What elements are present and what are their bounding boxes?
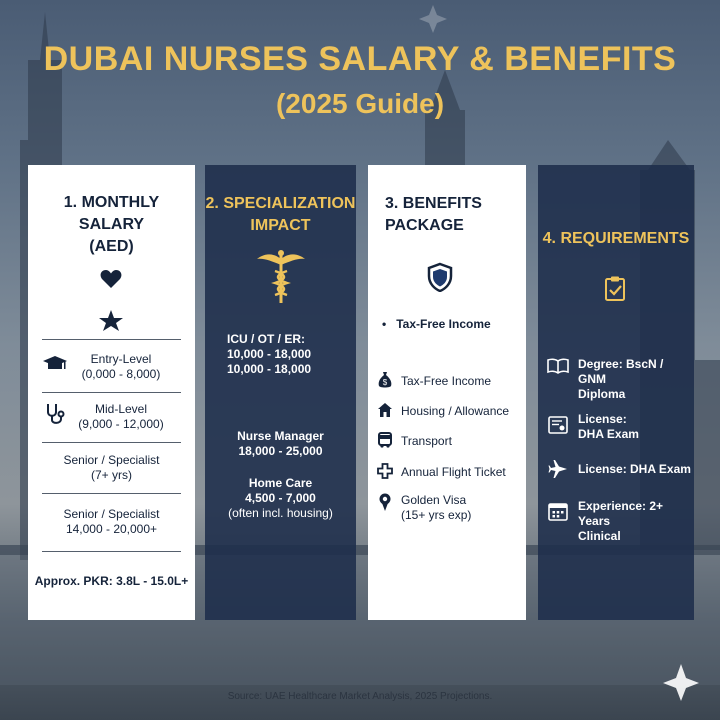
- requirement-item: Degree: BscN / GNM Diploma: [578, 357, 664, 401]
- requirement-item: License: DHA Exam: [578, 412, 639, 441]
- homecare-block: Home Care 4,500 - 7,000 (often incl. housing): [228, 476, 333, 520]
- source-note: Source: UAE Healthcare Market Analysis, 2025 Projections.: [227, 691, 493, 702]
- certificate-icon: [548, 416, 568, 434]
- benefit-item: Housing / Allowance: [401, 404, 510, 418]
- caduceus-icon: [256, 249, 306, 305]
- svg-text:$: $: [382, 378, 388, 387]
- star-icon: [98, 309, 124, 331]
- divider: [42, 493, 181, 494]
- bus-icon: [377, 432, 393, 448]
- requirements-panel: [538, 165, 694, 620]
- page-title: DUBAI NURSES SALARY & BENEFITS: [43, 40, 677, 78]
- calendar-icon: [548, 501, 568, 521]
- salary-row-senior: Senior / Specialist (7+ yrs): [63, 453, 160, 482]
- medal-icon: [378, 492, 392, 512]
- divider: [42, 442, 181, 443]
- benefit-item: Transport: [401, 434, 452, 448]
- airplane-icon: [548, 459, 568, 479]
- manager-block: Nurse Manager 18,000 - 25,000: [237, 429, 324, 458]
- sparkle-decoration: [419, 5, 447, 33]
- requirements-heading: 4. REQUIREMENTS: [542, 230, 690, 247]
- salary-row-mid: Mid-Level (9,000 - 12,000): [78, 402, 164, 431]
- heart-icon: [100, 269, 122, 289]
- benefit-item-golden-visa: Golden Visa (15+ yrs exp): [401, 493, 472, 522]
- salary-pkr-footer: Approx. PKR: 3.8L - 15.0L+: [34, 574, 189, 588]
- graduation-cap-icon: [42, 355, 68, 373]
- benefit-item: Tax-Free Income: [401, 374, 492, 388]
- specialization-panel: [205, 165, 356, 620]
- shield-icon: [427, 262, 453, 292]
- stethoscope-icon: [44, 402, 66, 426]
- salary-heading: 1. MONTHLY SALARY (AED): [63, 194, 160, 255]
- requirement-item: Experience: 2+ Years Clinical: [578, 499, 664, 543]
- divider: [42, 392, 181, 393]
- benefit-item: Annual Flight Ticket: [401, 465, 506, 479]
- salary-row-specialist: Senior / Specialist 14,000 - 20,000+: [63, 507, 160, 536]
- salary-row-entry: Entry-Level (0,000 - 8,000): [81, 352, 161, 381]
- benefits-bullet: • Tax-Free Income: [382, 317, 491, 331]
- salary-panel: [28, 165, 195, 620]
- icu-block: ICU / OT / ER: 10,000 - 18,000 10,000 - 18,000: [227, 332, 312, 376]
- money-bag-icon: [378, 371, 392, 389]
- house-icon: [377, 402, 393, 418]
- page-subtitle: (2025 Guide): [275, 88, 445, 119]
- clipboard-check-icon: [603, 275, 627, 301]
- medical-cross-icon: [377, 463, 393, 479]
- benefits-panel: [368, 165, 526, 620]
- divider: [42, 551, 181, 552]
- specialization-heading: 2. SPECIALIZATION IMPACT: [205, 195, 356, 234]
- book-icon: [547, 358, 569, 374]
- requirement-item: License: DHA Exam: [578, 462, 691, 476]
- divider: [42, 339, 181, 340]
- benefits-heading: 3. BENEFITS PACKAGE: [385, 195, 482, 234]
